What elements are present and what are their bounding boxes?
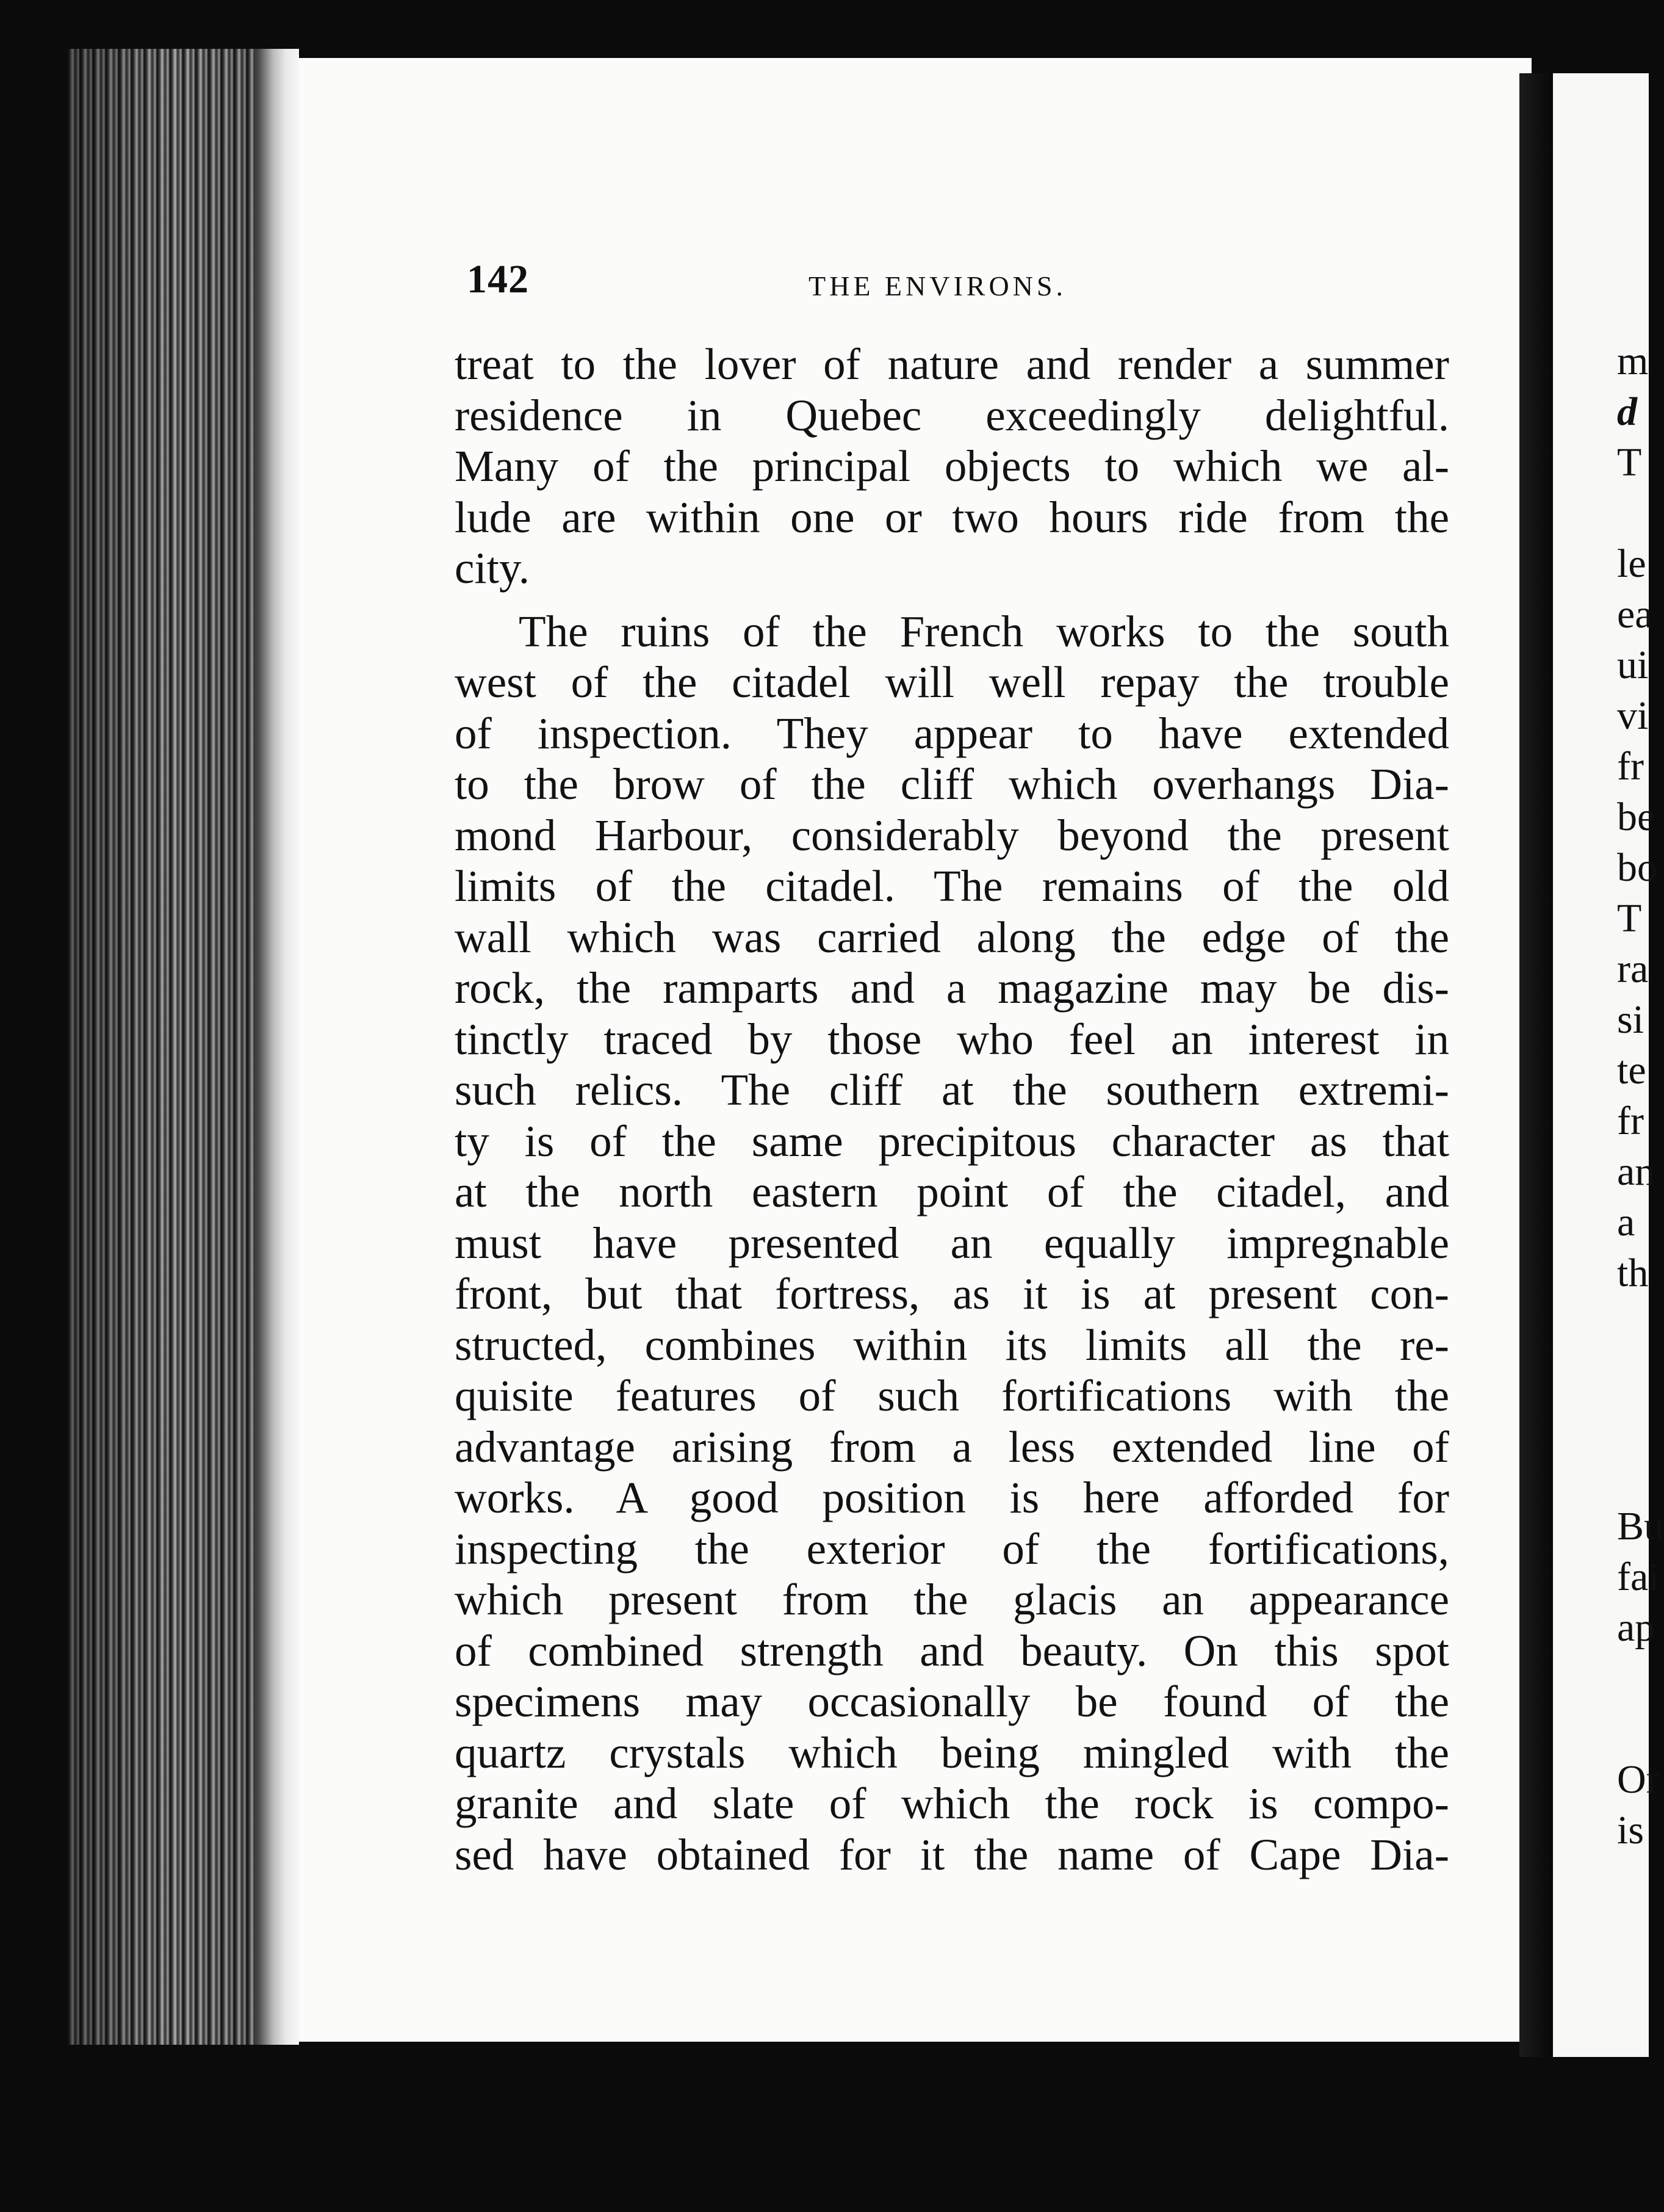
running-title: THE ENVIRONS. (809, 270, 1067, 302)
text-line: of inspection. They appear to have extended (455, 708, 1449, 758)
page-number: 142 (467, 257, 529, 302)
facing-fragment (1617, 1298, 1664, 1349)
text-line: Many of the principal objects to which we al- (455, 441, 1449, 491)
facing-fragment (1617, 488, 1664, 538)
text-line: treat to the lover of nature and render a summer (455, 339, 1449, 389)
paragraph-2 (455, 606, 1449, 1881)
facing-fragment: ui (1617, 643, 1649, 687)
facing-fragment: T (1617, 440, 1642, 485)
facing-fragment: T (1617, 896, 1642, 941)
facing-fragment: si (1617, 997, 1644, 1042)
facing-fragment: ap (1617, 1605, 1655, 1650)
text-line: advantage arising from a less extended line of (455, 1422, 1449, 1472)
facing-fragment: fr (1617, 744, 1644, 789)
facing-fragment: te (1617, 1048, 1646, 1093)
text-line: west of the citadel will well repay the trouble (455, 657, 1449, 707)
facing-fragment: fr (1617, 1099, 1644, 1143)
text-line: sed have obtained for it the name of Cape Dia- (455, 1829, 1449, 1879)
text-line: such relics. The cliff at the southern extremi- (455, 1065, 1449, 1115)
facing-fragment: d (1617, 389, 1637, 434)
facing-fragment: ea (1617, 592, 1653, 637)
text-line: structed, combines within its limits all the re- (455, 1320, 1449, 1370)
text-line: works. A good position is here afforded for (455, 1473, 1449, 1522)
text-line: city. (455, 543, 530, 593)
gutter (256, 49, 299, 2045)
facing-fragment (1617, 1400, 1664, 1450)
paragraph-1 (455, 339, 1449, 594)
facing-fragment: th (1617, 1251, 1649, 1295)
text-line: The ruins of the French works to the south (519, 606, 1449, 656)
text-line: tinctly traced by those who feel an interest in (455, 1014, 1449, 1064)
facing-fragment (1617, 1349, 1664, 1400)
facing-fragment: fai (1617, 1555, 1660, 1599)
text-line: front, but that fortress, as it is at present con- (455, 1269, 1449, 1318)
facing-fragment: Or (1617, 1757, 1660, 1802)
facing-fragment: Bu (1617, 1504, 1664, 1549)
text-line: wall which was carried along the edge of the (455, 912, 1449, 962)
text-line: of combined strength and beauty. On this spot (455, 1625, 1449, 1675)
running-head (467, 256, 1431, 323)
text-line: inspecting the exterior of the fortifications, (455, 1523, 1449, 1574)
text-line: quartz crystals which being mingled with the (455, 1727, 1449, 1777)
text-line: quisite features of such fortifications with the (455, 1371, 1449, 1420)
text-line: which present from the glacis an appearance (455, 1575, 1449, 1624)
text-line: granite and slate of which the rock is compo- (455, 1779, 1449, 1828)
text-line: must have presented an equally impregnable (455, 1218, 1449, 1268)
facing-fragment: vi (1617, 693, 1649, 738)
facing-fragment: a (1617, 1200, 1635, 1245)
text-line: lude are within one or two hours ride from the (455, 492, 1449, 542)
text-line: to the brow of the cliff which overhangs Dia- (455, 759, 1449, 809)
facing-fragment: is (1617, 1808, 1644, 1852)
text-line: limits of the citadel. The remains of the old (455, 861, 1449, 911)
facing-page-text (1617, 336, 1664, 1856)
text-line: at the north eastern point of the citadel, and (455, 1167, 1449, 1216)
text-line: mond Harbour, considerably beyond the present (455, 810, 1449, 860)
text-line: residence in Quebec exceedingly delightful. (455, 390, 1449, 440)
facing-fragment: an (1617, 1149, 1655, 1194)
facing-fragment: bo (1617, 845, 1657, 890)
text-line: rock, the ramparts and a magazine may be dis- (455, 963, 1449, 1013)
text-line: ty is of the same precipitous character as that (455, 1116, 1449, 1166)
spine-shadow (1519, 73, 1556, 2057)
facing-fragment: ra (1617, 947, 1649, 991)
facing-fragment: le (1617, 541, 1646, 586)
text-line: specimens may occasionally be found of the (455, 1677, 1449, 1726)
facing-fragment: be (1617, 795, 1655, 839)
facing-fragment (1617, 1704, 1664, 1754)
facing-fragment (1617, 1653, 1664, 1704)
facing-fragment: m (1617, 339, 1649, 383)
facing-fragment (1617, 1450, 1664, 1501)
body-text (455, 339, 1449, 1880)
